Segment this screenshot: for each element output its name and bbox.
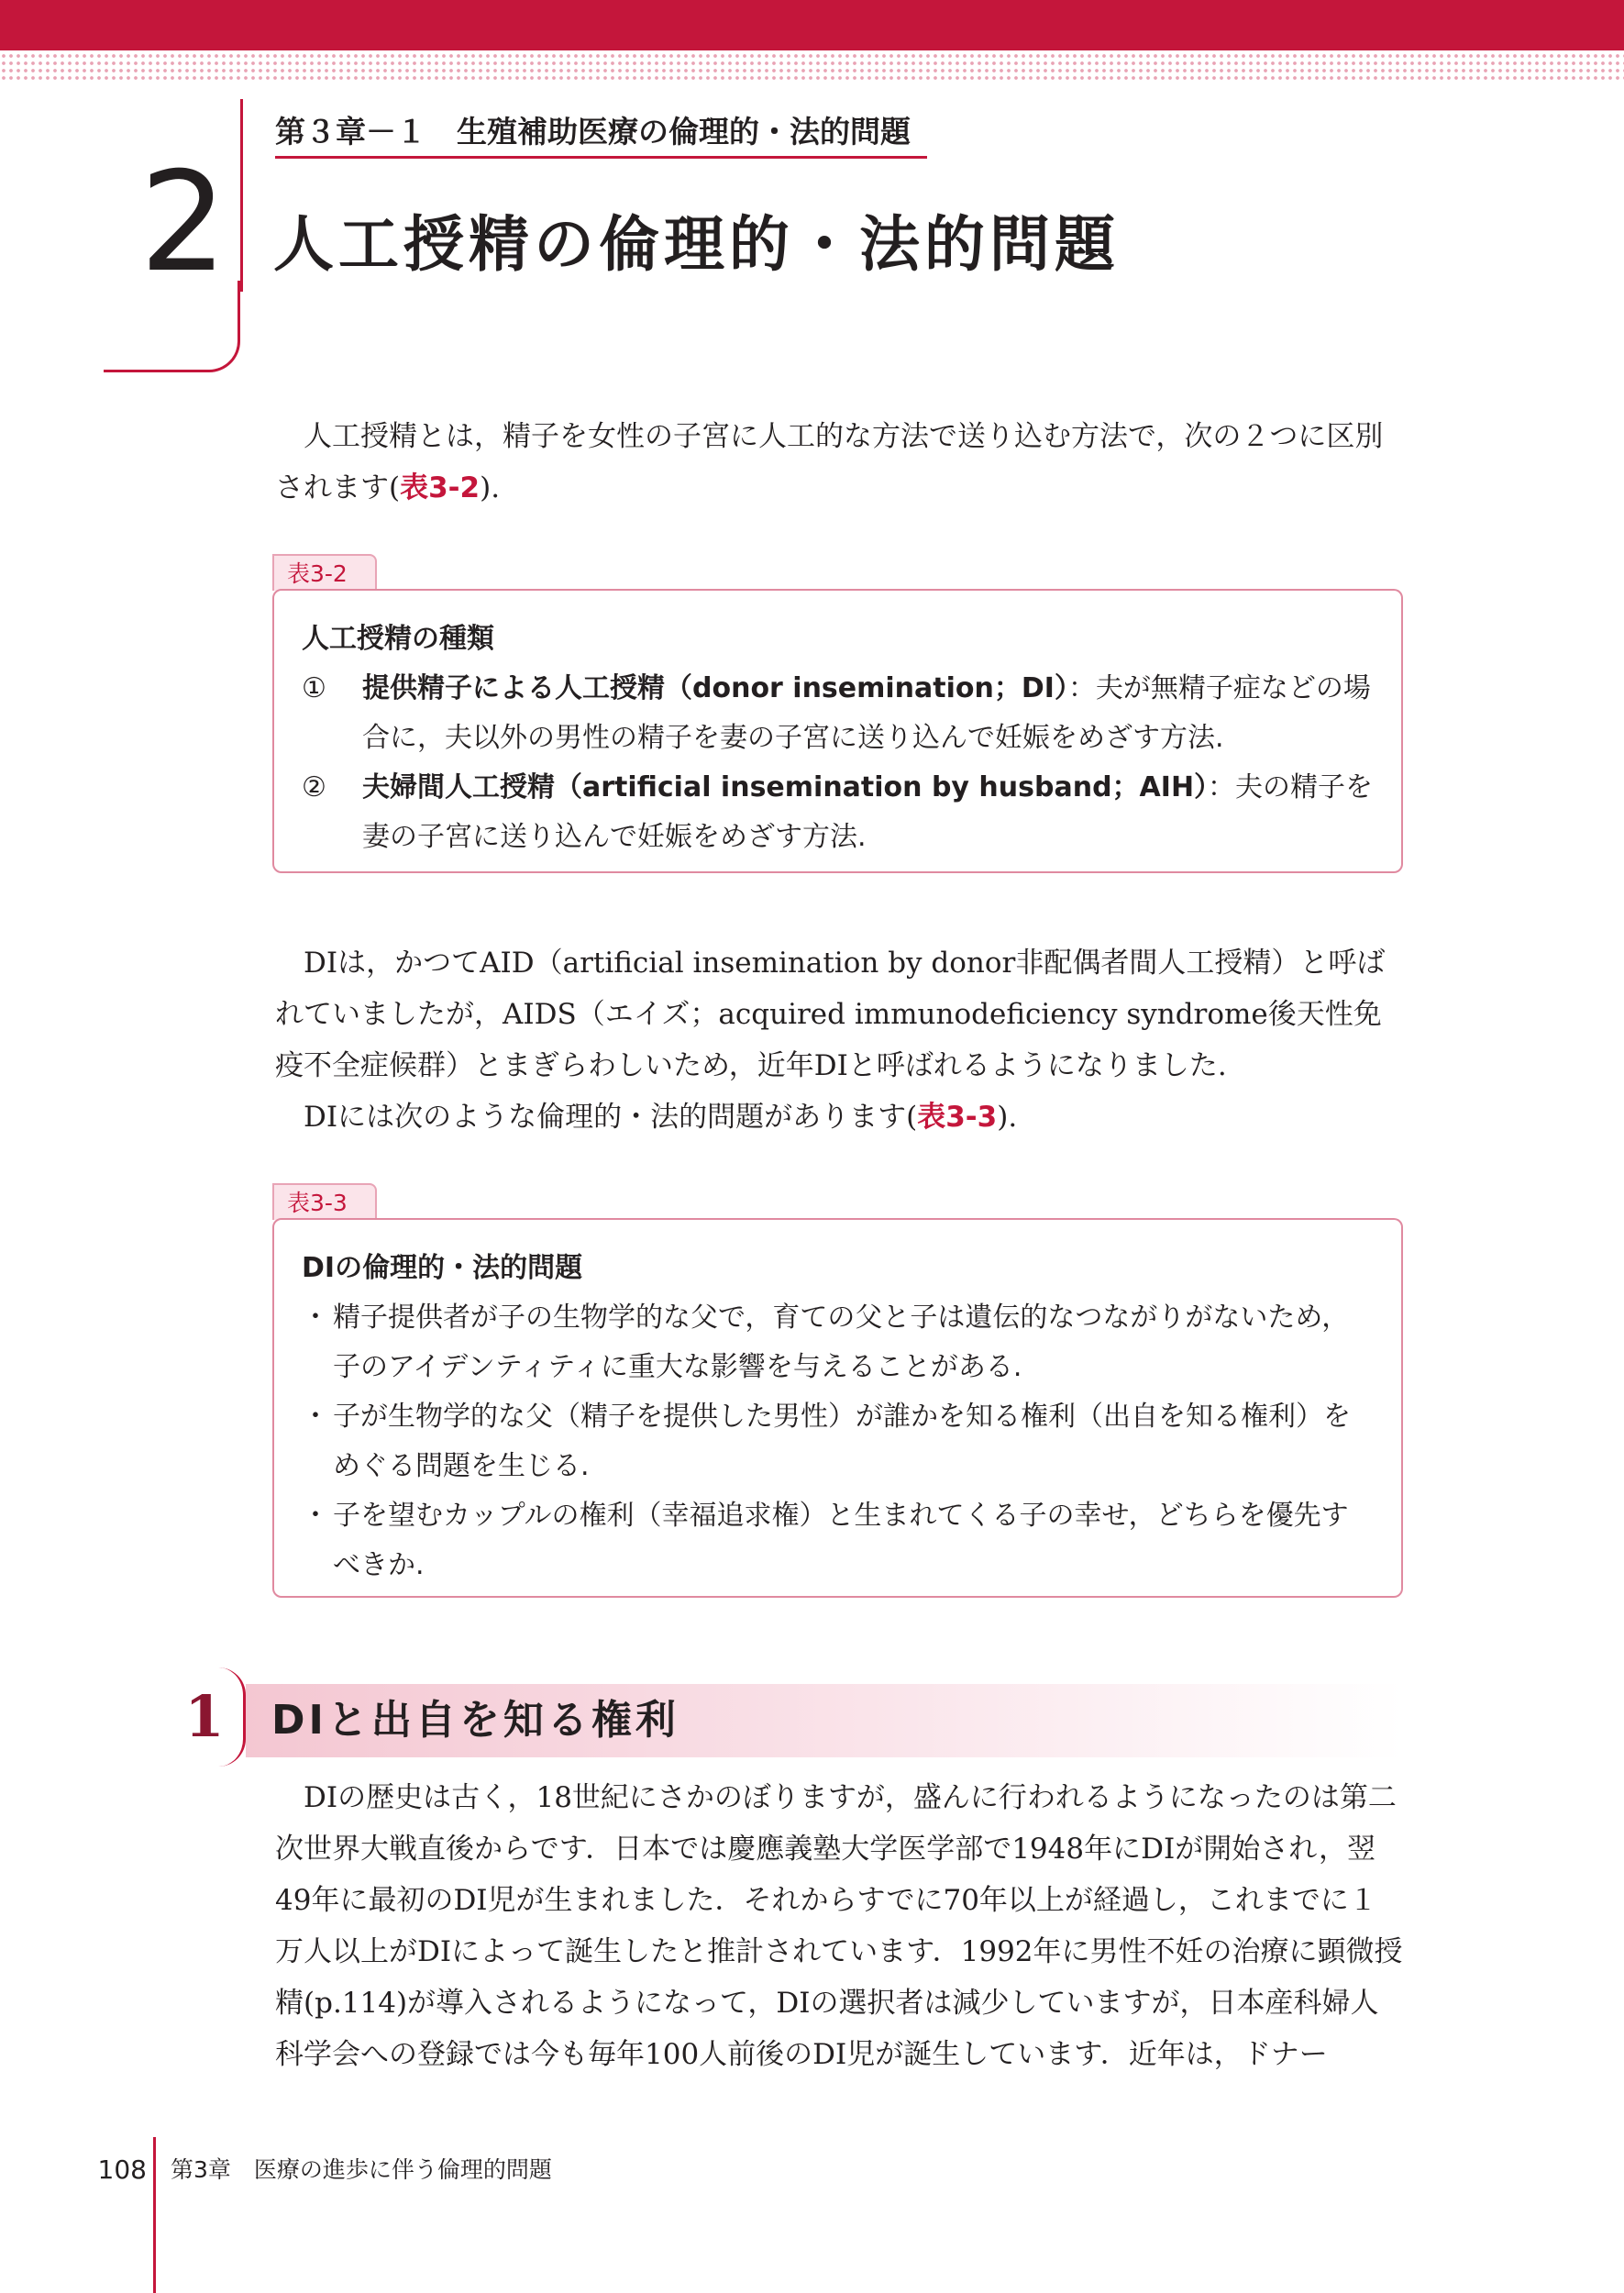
list-item	[302, 763, 1374, 862]
item-heading: 夫婦間人工授精（artificial insemination by husband；AIH）	[362, 771, 1209, 803]
intro-text: 人工授精とは，精子を女性の子宮に人工的な方法で送り込む方法で，次の２つに区別されます(	[275, 420, 1384, 504]
list-item	[302, 1491, 1374, 1590]
di-issues-end: ).	[997, 1101, 1018, 1134]
page-number: 108	[97, 2155, 147, 2185]
item-marker: ①	[302, 672, 326, 704]
di-issues-paragraph	[275, 1091, 1403, 1143]
list-item	[302, 664, 1374, 763]
table-3-2-label: 表3-2	[272, 554, 377, 591]
chapter-vertical-rule	[240, 99, 243, 292]
table-3-2-title: 人工授精の種類	[302, 623, 494, 655]
running-head: 第3章 医療の進歩に伴う倫理的問題	[171, 2156, 552, 2183]
subsection-number: 1	[184, 1683, 225, 1750]
bullet-mark: ・	[302, 1500, 329, 1532]
bullet-mark: ・	[302, 1401, 329, 1433]
top-color-bar	[0, 0, 1624, 50]
chapter-subtitle: 第３章－１ 生殖補助医療の倫理的・法的問題	[275, 108, 927, 159]
bullet-text: 子を望むカップルの権利（幸福追求権）と生まれてくる子の幸せ，どちらを優先すべきか.	[333, 1500, 1349, 1581]
item-body: ：夫の精子を妻の子宮に送り込んで妊娠をめざす方法.	[362, 771, 1374, 853]
intro-paragraph	[275, 411, 1403, 514]
page-title: 人工授精の倫理的・法的問題	[273, 209, 1120, 280]
item-marker: ②	[302, 771, 326, 803]
bullet-text: 子が生物学的な父（精子を提供した男性）が誰かを知る権利（出自を知る権利）をめぐる問題を生じる.	[333, 1401, 1351, 1482]
item-body: ：夫が無精子症などの場合に，夫以外の男性の精子を妻の子宮に送り込んで妊娠をめざす方法.	[362, 672, 1371, 754]
di-issues-text: DIには次のような倫理的・法的問題があります(	[304, 1101, 918, 1134]
section-number: 2	[139, 143, 227, 303]
item-heading: 提供精子による人工授精（donor insemination；DI）	[362, 672, 1068, 704]
table-3-2-box	[272, 589, 1403, 873]
intro-end: ).	[480, 471, 501, 504]
footer-vertical-rule	[153, 2137, 156, 2293]
list-item	[302, 1392, 1374, 1491]
table-3-3-box	[272, 1218, 1403, 1598]
table-3-3-label: 表3-3	[272, 1183, 377, 1220]
subsection-title: DIと出自を知る権利	[271, 1697, 679, 1744]
subsection-paragraph: DIの歴史は古く，18世紀にさかのぼりますが，盛んに行われるようになったのは第二次世界大戦直後からです．日本では慶應義塾大学医学部で1948年にDIが開始され，翌49年に最初のDI児が生まれました．それからすでに70年以上が経過し，これまでに１万人以上がDIによって誕生したと推計されています．1992年に男性不妊の治療に顕微授精(p.114)が導入されるようになって，DIの選択者は減少していますが，日本産科婦人科学会への登録では今も毎年100人前後のDI児が誕生しています．近年は，ドナー	[275, 1781, 1403, 2071]
top-dot-pattern	[0, 52, 1624, 80]
di-naming-paragraph: DIは，かつてAID（artificial insemination by donor非配偶者間人工授精）と呼ばれていましたが，AIDS（エイズ；acquired immunodeficiency syndrome後天性免疫不全症候群）とまぎらわしいため，近年DIと呼ばれるようになりました.	[275, 947, 1386, 1082]
bullet-mark: ・	[302, 1302, 329, 1334]
bullet-text: 精子提供者が子の生物学的な父で，育ての父と子は遺伝的なつながりがないため，子のアイデンティティに重大な影響を与えることがある.	[333, 1302, 1350, 1383]
table-3-3-reference[interactable]: 表3-3	[917, 1101, 998, 1134]
list-item	[302, 1293, 1374, 1392]
table-3-3-title: DIの倫理的・法的問題	[302, 1252, 583, 1284]
table-3-2-reference[interactable]: 表3-2	[400, 471, 481, 504]
